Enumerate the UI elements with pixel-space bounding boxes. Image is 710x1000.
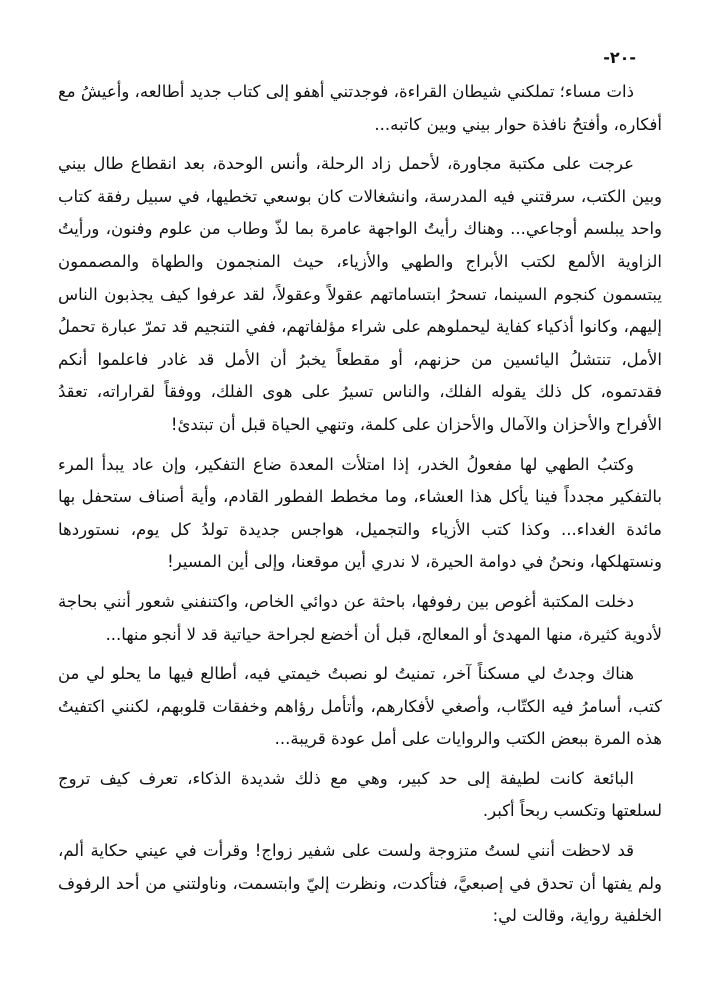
paragraph: عرجت على مكتبة مجاورة، لأحمل زاد الرحلة، وأنس الوحدة، بعد انقطاع طال بيني وبين الكتب، سرقتني فيه المدرسة، وانشغالات كان بوسعي تخطيها، في سبيل رفقة كتاب واحد يبلسم أوجاعي... وهناك رأيتُ الواجهة عامرة بما لذّ وطاب من علوم وفنون، ورأيتُ الزاوية الألمع لكتب الأبراج والطهي والأزياء، حيث المنجمون والطهاة والمصممون يبتسمون كنجوم السينما، تسحرُ ابتساماتهم عقولاً وعقولاً، لقد عرفوا كيف يجذبون الناس إليهم، وكانوا أذكياء كفاية ليحملوهم على شراء مؤلفاتهم، ففي التنجيم قد تمرّ عبارة تحملُ الأمل، تنتشلُ اليائسين من حزنهم، أو مقطعاً يخبرُ أن الأمل قد غادر فاعلموا أنكم فقدتموه، كل ذلك يقوله الفلك، والناس تسيرُ على هوى الفلك، ووفقاً لقراراته، تعقدُ الأفراح والأحزان والآمال والأحزان على كلمة، وتنهي الحياة قبل أن تبتدئ! <box>58 154 662 434</box>
paragraph: دخلت المكتبة أغوص بين رفوفها، باحثة عن دوائي الخاص، واكتنفني شعور أنني بحاجة لأدوية كثيرة، منها المهدئ أو المعالج، قبل أن أخضع لجراحة حياتية قد لا أنجو منها... <box>58 591 662 644</box>
paragraph: ذات مساء؛ تملكني شيطان القراءة، فوجدتني أهفو إلى كتاب جديد أطالعه، وأعيشُ مع أفكاره، وأفتحُ نافذة حوار بيني وبين كاتبه... <box>58 82 662 134</box>
paragraph: هناك وجدتُ لي مسكناً آخر، تمنيتُ لو نصبتُ خيمتي فيه، أطالع فيها ما يحلو لي من كتب، أسامرُ فيه الكتّاب، وأصغي لأفكارهم، وأتأمل رؤاهم وخفقات قلوبهم، لكنني اكتفيتُ هذه المرة ببعض الكتب والروايات على أمل عودة قريبة... <box>58 664 662 749</box>
paragraph: وكتبُ الطهي لها مفعولُ الخدر، إذا امتلأت المعدة ضاع التفكير، وإن عاد يبدأ المرء بالتفكير مجدداً فينا يأكل هذا العشاء، وما مخطط الفطور القادم، وأية أصناف ستحفل بها مائدة الغداء... وكذا كتب الأزياء والتجميل، هواجس جديدة تولدُ كل يوم، نستوردها ونستهلكها، ونحنُ في دوامة الحيرة، لا ندري أين موقعنا، وإلى أين المسير! <box>58 454 662 572</box>
page-number: -٢٠- <box>603 48 636 67</box>
paragraph: البائعة كانت لطيفة إلى حد كبير، وهي مع ذلك شديدة الذكاء، تعرف كيف تروج لسلعتها وتكسب ربحاً أكبر. <box>58 768 662 821</box>
paragraph: قد لاحظت أنني لستُ متزوجة ولست على شفير زواج! وقرأت في عيني حكاية ألم، ولم يفتها أن تحدق في إصبعيَّ، فتأكدت، ونظرت إليّ وابتسمت، وناولتني من أحد الرفوف الخلفية رواية، وقالت لي: <box>58 841 662 926</box>
body-text <box>58 76 662 940</box>
